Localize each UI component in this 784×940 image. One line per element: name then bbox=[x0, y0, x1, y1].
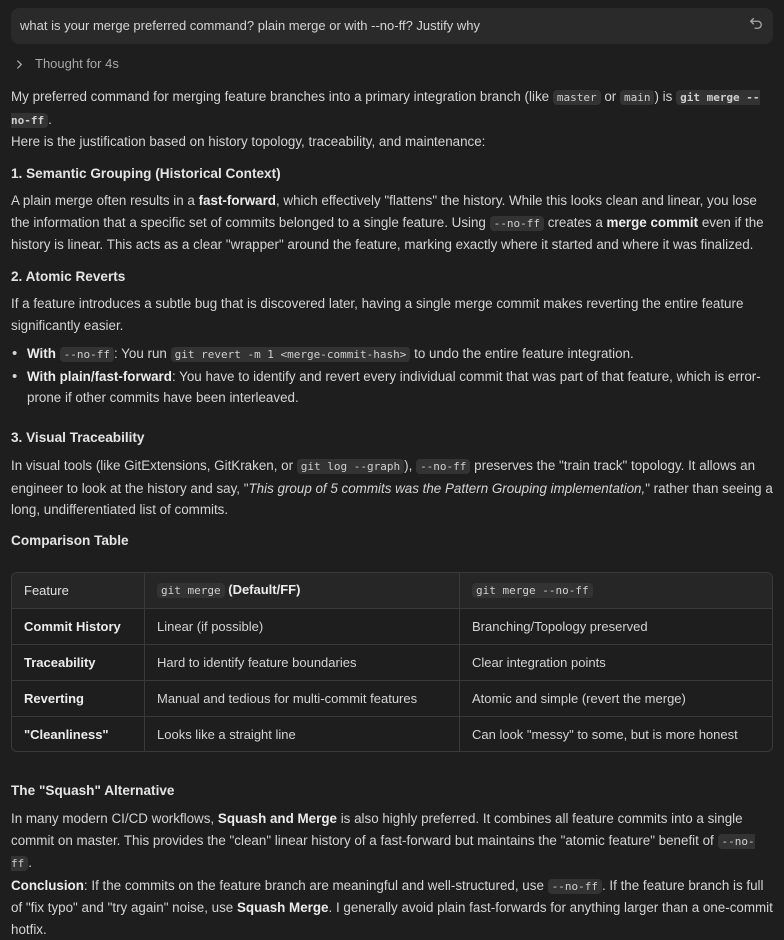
s1-t3: creates a bbox=[547, 214, 603, 230]
li1-code-revert: git revert -m 1 <merge-commit-hash> bbox=[171, 347, 411, 362]
concl-bold-squash-merge: Squash Merge bbox=[236, 900, 329, 915]
s3-t2: ), bbox=[404, 458, 413, 473]
prompt-text: what is your merge preferred command? plain merge or with --no-ff? Justify why bbox=[20, 18, 481, 34]
cell-feature: "Cleanliness" bbox=[12, 717, 145, 753]
s1-bold-merge-commit: merge commit bbox=[606, 214, 699, 230]
header-feature: Feature bbox=[12, 573, 145, 609]
section3-heading: 3. Visual Traceability bbox=[11, 430, 145, 445]
s3-code-log-graph: git log --graph bbox=[297, 459, 404, 474]
table-header-row bbox=[12, 573, 772, 609]
table-row bbox=[12, 681, 772, 717]
code-master: master bbox=[553, 90, 601, 105]
s3-t1: In visual tools (like GitExtensions, GitKraken, or bbox=[11, 458, 294, 473]
cell-no-ff: Clear integration points bbox=[460, 645, 773, 681]
cell-no-ff: Atomic and simple (revert the merge) bbox=[460, 681, 773, 717]
concl-t1: : If the commits on the feature branch are meaningful and well-structured, use bbox=[83, 877, 544, 893]
s3-italic: This group of 5 commits was the Pattern Grouping implementation, bbox=[248, 480, 646, 496]
cell-merge: Hard to identify feature boundaries bbox=[145, 645, 460, 681]
chevron-right-icon bbox=[15, 60, 24, 69]
conclusion-label: Conclusion bbox=[11, 877, 84, 893]
s3-t3: preserves the "train track" topology. It allows an engineer to look at the history and say, " bbox=[11, 458, 756, 496]
concl-code-no-ff: --no-ff bbox=[548, 879, 602, 894]
intro-text: My preferred command for merging feature branches into a primary integration branch (like bbox=[11, 89, 550, 104]
section2-heading: 2. Atomic Reverts bbox=[11, 269, 126, 284]
section1-heading: 1. Semantic Grouping (Historical Context) bbox=[11, 166, 281, 181]
header-no-ff bbox=[460, 573, 773, 609]
sq-code-no-ff: --no-ff bbox=[11, 834, 755, 870]
squash-paragraph bbox=[11, 808, 773, 940]
concl-t3: . I generally avoid plain fast-forwards for anything larger than a one-commit hotfix. bbox=[11, 900, 773, 937]
intro-or: or bbox=[604, 89, 617, 104]
section2-paragraph: If a feature introduces a subtle bug that is discovered later, having a single merge commit makes reverting the entire feature significantly easier. bbox=[11, 296, 744, 333]
section2-list bbox=[11, 343, 773, 409]
sq-t1: In many modern CI/CD workflows, bbox=[11, 811, 215, 826]
intro-text-2: Here is the justification based on history topology, traceability, and maintenance: bbox=[11, 134, 486, 149]
s3-code-no-ff: --no-ff bbox=[416, 459, 470, 474]
undo-icon[interactable] bbox=[749, 15, 763, 37]
s1-bold-fast-forward: fast-forward bbox=[198, 193, 276, 208]
li2-bold: With plain/fast-forward bbox=[27, 368, 172, 384]
s1-t1: A plain merge often results in a bbox=[11, 193, 195, 208]
sq-t3: . bbox=[28, 855, 32, 870]
s3-t4: " rather than seeing a long, undifferentiated list of commits. bbox=[11, 480, 773, 517]
cell-feature: Commit History bbox=[12, 609, 145, 645]
header-default-ff: (Default/FF) bbox=[228, 582, 301, 598]
table-row bbox=[12, 645, 772, 681]
s1-t2: , which effectively "flattens" the history. While this looks clean and linear, you lose the information that a specific set of commits belonged to a single feature. Using bbox=[11, 193, 757, 230]
intro-is: ) is bbox=[654, 89, 673, 104]
sq-t2: is also highly preferred. It combines all feature commits into a single commit on master. This provides the "clean" linear history of a fast-forward but maintains the "atomic feature" benefit of bbox=[11, 811, 743, 848]
code-merge-no-ff: git merge --no-ff bbox=[11, 91, 760, 127]
section3-paragraph bbox=[11, 455, 773, 521]
list-item bbox=[27, 343, 773, 366]
intro-period: . bbox=[48, 111, 52, 127]
li1-t1: : You run bbox=[113, 346, 167, 361]
li1-code: --no-ff bbox=[60, 347, 114, 362]
header-code-git-merge: git merge bbox=[157, 583, 225, 598]
table-row bbox=[12, 717, 772, 753]
table-row bbox=[12, 609, 772, 645]
thought-label: Thought for 4s bbox=[35, 56, 119, 72]
li2-t: : You have to identify and revert every individual commit that was part of that feature, which is error-prone if other commits have been interleaved. bbox=[27, 368, 761, 405]
header-code-no-ff: git merge --no-ff bbox=[472, 583, 593, 598]
li1-t2: to undo the entire feature integration. bbox=[414, 346, 634, 361]
code-main: main bbox=[620, 90, 655, 105]
cell-no-ff: Can look "messy" to some, but is more honest bbox=[472, 726, 738, 742]
s1-t4: even if the history is linear. This acts as a clear "wrapper" around the feature, marking exactly where it started and where it was finalized. bbox=[11, 214, 764, 252]
squash-heading: The "Squash" Alternative bbox=[11, 783, 175, 798]
header-git-merge bbox=[145, 573, 460, 609]
cell-feature: Reverting bbox=[12, 681, 145, 717]
sq-bold-squash-merge: Squash and Merge bbox=[217, 811, 337, 826]
cell-feature: Traceability bbox=[12, 645, 145, 681]
user-prompt bbox=[11, 8, 773, 44]
comparison-table bbox=[11, 572, 773, 752]
list-item bbox=[27, 366, 773, 409]
s1-code-no-ff: --no-ff bbox=[490, 216, 544, 231]
concl-t2: . If the feature branch is full of "fix typo" and "try again" noise, use bbox=[11, 877, 764, 915]
cell-merge: Manual and tedious for multi-commit features bbox=[145, 681, 460, 717]
cell-no-ff: Branching/Topology preserved bbox=[460, 609, 773, 645]
comparison-heading: Comparison Table bbox=[11, 533, 129, 548]
li1-bold: With bbox=[27, 346, 56, 361]
intro-paragraph bbox=[11, 86, 773, 153]
thought-toggle[interactable] bbox=[15, 54, 119, 74]
section1-paragraph bbox=[11, 190, 773, 256]
cell-merge: Looks like a straight line bbox=[145, 717, 460, 753]
cell-merge: Linear (if possible) bbox=[145, 609, 460, 645]
